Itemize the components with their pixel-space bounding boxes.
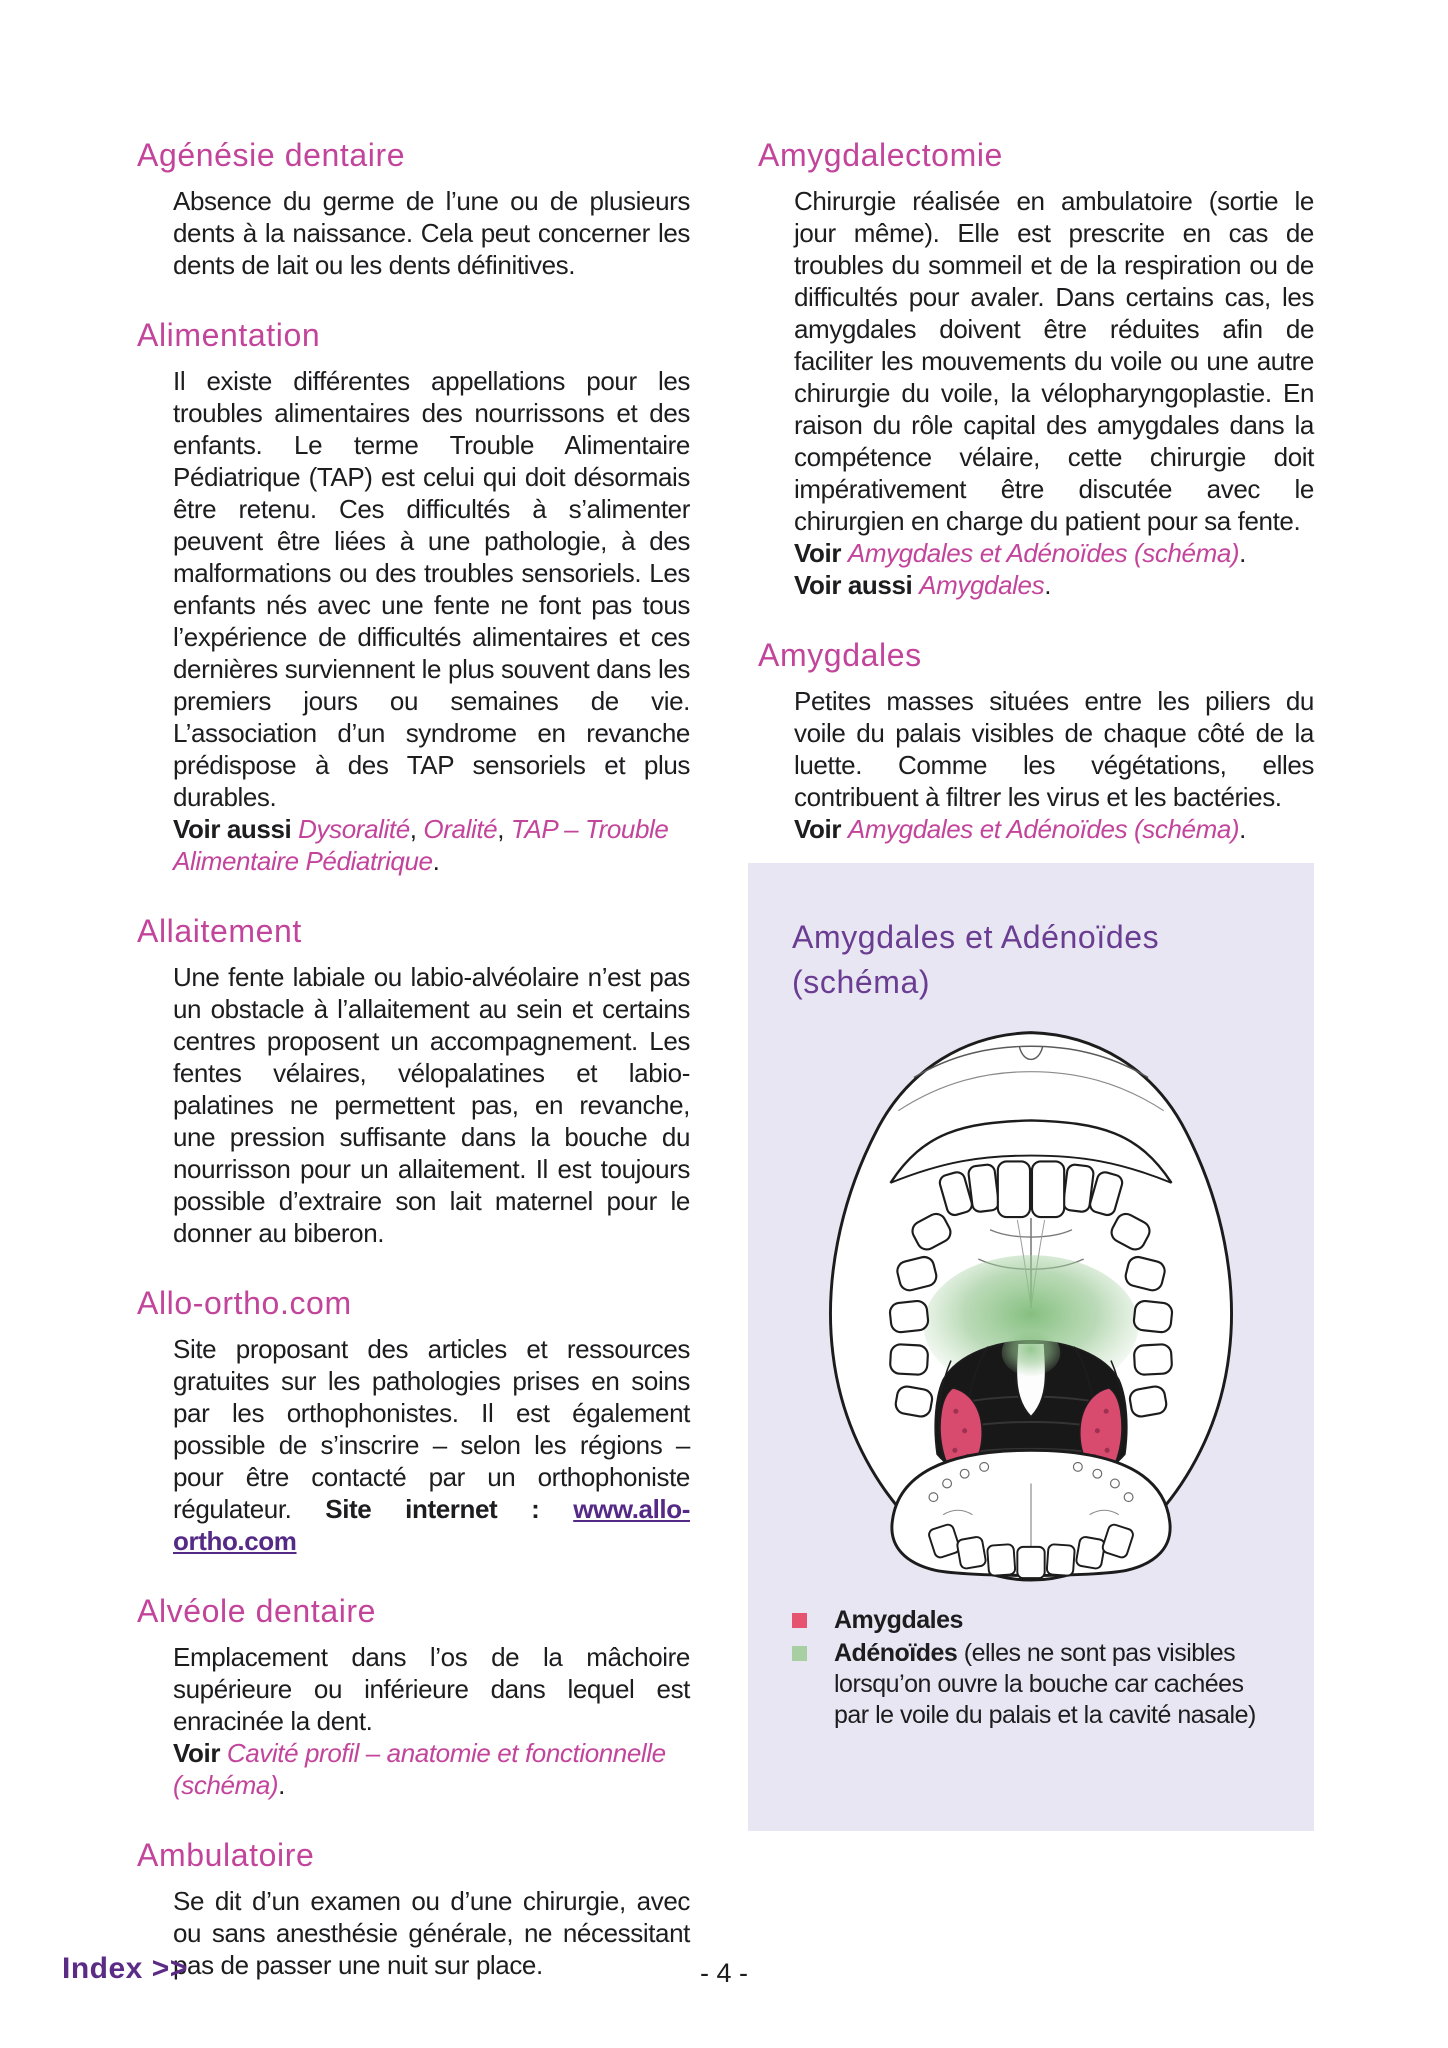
legend-label — [834, 1605, 963, 1636]
text-segment: Petites masses situées entre les piliers du voile du palais visibles de chaque côté de la luette. Comme les végétations, elles contribuent à filtrer les virus et les bactéries. — [794, 686, 1314, 812]
text-segment: Voir — [794, 538, 848, 568]
text-segment: . — [1044, 570, 1052, 600]
term-heading: Allaitement — [137, 913, 302, 949]
entry-body — [137, 961, 690, 1249]
cross-reference-link[interactable]: Cavité profil – anatomie et fonctionnelle (schéma) — [173, 1738, 666, 1800]
entry-body — [758, 185, 1314, 601]
entry-paragraph — [794, 685, 1314, 813]
figure-box-amygdales-adenoides — [748, 863, 1314, 1831]
text-segment: (elles ne sont pas visibles lorsqu’on ouvre la bouche car cachées par le voile du palais et la cavité nasale) — [834, 1639, 1256, 1729]
entry-amygdales — [758, 637, 1314, 845]
legend-item-adenoides — [792, 1638, 1270, 1731]
entry-paragraph — [173, 1641, 690, 1737]
entry-body — [137, 365, 690, 877]
term-heading: Alvéole dentaire — [137, 1593, 377, 1629]
entry-paragraph — [173, 365, 690, 813]
page-number: - 4 - — [699, 1958, 748, 1988]
entry-paragraph — [173, 961, 690, 1249]
entry-body — [758, 685, 1314, 845]
entry-paragraph — [173, 1333, 690, 1557]
cross-reference-link[interactable]: Amygdales — [919, 570, 1045, 600]
text-segment: Une fente labiale ou labio-alvéolaire n’est pas un obstacle à l’allaitement au sein et certains centres proposent un accompagnement. Les fentes vélaires, vélopalatines et labio-palatines ne permettent pas, en revanche, une pression suffisante dans la bouche du nourrisson pour un allaitement. Il est toujours possible d’extraire son lait maternel pour le donner au biberon. — [173, 962, 690, 1248]
entry-paragraph — [794, 185, 1314, 537]
text-segment: . — [1239, 538, 1246, 568]
cross-reference-link[interactable]: TAP – Trouble Alimentaire Pédiatrique — [173, 814, 669, 876]
cross-reference-link[interactable]: Amygdales et Adénoïdes (schéma) — [847, 814, 1240, 844]
text-segment: Site internet : — [325, 1494, 574, 1524]
adenoides-color-swatch — [792, 1646, 807, 1661]
cross-reference-link[interactable]: Oralité — [423, 814, 498, 844]
term-heading: Ambulatoire — [137, 1837, 315, 1873]
entry-body — [137, 1333, 690, 1557]
mouth-illustration — [796, 1017, 1266, 1583]
term-heading: Alimentation — [137, 317, 321, 353]
external-link[interactable]: www.allo-ortho.com — [173, 1494, 690, 1556]
cross-reference-line — [173, 813, 690, 877]
text-segment: , — [409, 814, 424, 844]
legend-label — [834, 1638, 1270, 1731]
entry-agenesie-dentaire — [137, 137, 690, 281]
text-segment: Voir — [794, 814, 848, 844]
figure-title: Amygdales et Adénoïdes (schéma) — [792, 919, 1160, 1000]
text-segment: Se dit d’un examen ou d’une chirurgie, avec ou sans anesthésie générale, ne nécessitant pas de passer une nuit sur place. — [173, 1886, 690, 1980]
text-segment: Voir — [173, 1738, 227, 1768]
term-heading: Amygdalectomie — [758, 137, 1003, 173]
cross-reference-link[interactable]: Dysoralité — [298, 814, 410, 844]
index-link[interactable]: Index >> — [62, 1952, 188, 1985]
text-segment: Adénoïdes — [834, 1639, 958, 1667]
entry-body — [137, 1641, 690, 1801]
text-segment: Amygdales — [834, 1606, 963, 1634]
entry-alimentation — [137, 317, 690, 877]
text-segment: Emplacement dans l’os de la mâchoire supérieure ou inférieure dans lequel est enracinée la dent. — [173, 1642, 690, 1736]
text-segment: Site proposant des articles et ressources gratuites sur les pathologies prises en soins par les orthophonistes. Il est également possible de s’inscrire – selon les régions – pour être contacté par un orthophoniste régulateur. — [173, 1334, 690, 1524]
entry-amygdalectomie — [758, 137, 1314, 601]
cross-reference-line — [794, 813, 1314, 845]
text-segment: Voir aussi — [794, 570, 920, 600]
text-segment: . — [432, 846, 440, 876]
legend-item-amygdales — [792, 1605, 1270, 1636]
left-column — [137, 137, 690, 1981]
text-segment: . — [278, 1770, 285, 1800]
text-segment: Il existe différentes appellations pour les troubles alimentaires des nourrissons et des enfants. Le terme Trouble Alimentaire Pédiatrique (TAP) est celui qui doit désormais être retenu. Ces difficultés à s’alimenter peuvent être liées à une pathologie, à des malformations ou des troubles sensoriels. Les enfants nés avec une fente ne font pas tous l’expérience de difficultés alimentaires et ces dernières surviennent le plus souvent dans les premiers jours ou semaines de vie. L’association d’un syndrome en revanche prédispose à des TAP sensoriels et plus durables. — [173, 366, 690, 812]
entry-allo-ortho — [137, 1285, 690, 1557]
cross-reference-line — [794, 537, 1314, 569]
term-heading: Amygdales — [758, 637, 922, 673]
amygdales-color-swatch — [792, 1613, 807, 1628]
term-heading: Agénésie dentaire — [137, 137, 406, 173]
cross-reference-line — [173, 1737, 690, 1801]
text-segment: Absence du germe de l’une ou de plusieurs dents à la naissance. Cela peut concerner les dents de lait ou les dents définitives. — [173, 186, 690, 280]
right-column — [758, 137, 1314, 1831]
figure-legend — [792, 1605, 1270, 1731]
entry-allaitement — [137, 913, 690, 1249]
cross-reference-link[interactable]: Amygdales et Adénoïdes (schéma) — [847, 538, 1240, 568]
entry-paragraph — [173, 185, 690, 281]
entry-body — [137, 185, 690, 281]
cross-reference-line — [794, 569, 1314, 601]
text-segment: Chirurgie réalisée en ambulatoire (sortie le jour même). Elle est prescrite en cas de troubles du sommeil et de la respiration ou de difficultés pour avaler. Dans certains cas, les amygdales doivent être réduites afin de faciliter les mouvements du voile ou une autre chirurgie du voile, la vélopharyngoplastie. En raison du rôle capital des amygdales dans la compétence vélaire, cette chirurgie doit impérativement être discutée avec le chirurgien en charge du patient pour sa fente. — [794, 186, 1314, 536]
entry-alveole-dentaire — [137, 1593, 690, 1801]
text-segment: , — [497, 814, 511, 844]
text-segment: Voir aussi — [173, 814, 299, 844]
term-heading: Allo-ortho.com — [137, 1285, 352, 1321]
text-segment: . — [1239, 814, 1246, 844]
